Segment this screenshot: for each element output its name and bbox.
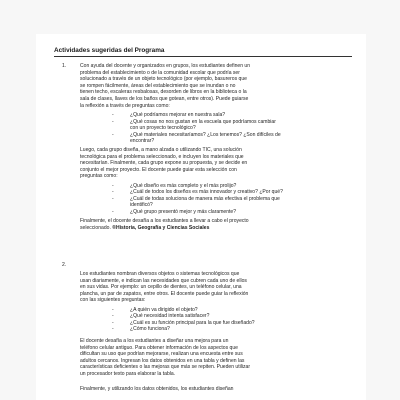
list-dash: -: [112, 195, 114, 202]
activity-1-number: 1.: [62, 63, 67, 69]
activity-2-question: ¿A quién va dirigido el objeto?: [130, 306, 198, 313]
activity-1-para2-line: Luego, cada grupo diseña, a mano alzada o utilizando TIC, una solución: [80, 147, 242, 153]
activity-1-question: ¿Qué materiales necesitaríamos? ¿Los tenemos? ¿Son difíciles de: [130, 131, 281, 138]
activity-2-para2-line: El docente desafía a los estudiantes a diseñar una mejora para un: [80, 338, 229, 344]
list-dash: -: [112, 313, 114, 320]
activity-2-para2-line: características deficientes o las mejoras que más se repiten. Pueden utilizar: [80, 364, 250, 371]
activity-1-para2-line: preguntas como:: [80, 173, 118, 180]
activity-1-para2-line: tecnológica para el problema seleccionado, e incluyen los materiales que: [80, 153, 244, 160]
subject-link-reference: ®Historia, Geografía y Ciencias Sociales: [112, 224, 210, 231]
activity-2-question: ¿Cuál es su función principal para la que fue diseñado?: [130, 319, 255, 326]
activity-1-para1-line: Con ayuda del docente y organizados en grupos, los estudiantes definen un: [80, 63, 251, 69]
activity-2-para1-line: plancha, un par de zapatos, entre otros. El docente puede guiar la reflexión: [80, 290, 249, 297]
activity-1-para1-line: tienen techo, escaleras resbalosas, desorden de libros en la biblioteca o la: [80, 89, 247, 96]
activity-1-selection-question: ¿Qué diseño es más completo y el más prolijo?: [130, 182, 237, 189]
activity-1-question: ¿Qué cosas no nos gustan en la escuela que podríamos cambiar: [130, 118, 276, 125]
list-dash: -: [112, 189, 114, 196]
activity-1-para2-line: conjunto el mejor proyecto. El docente puede guiar esta selección con: [80, 166, 237, 173]
activity-2-number: 2.: [62, 262, 67, 268]
list-dash: -: [112, 306, 114, 313]
list-dash: -: [112, 326, 114, 333]
list-dash: -: [112, 112, 114, 118]
activity-1-para1-line: solucionado a través de un objeto tecnológico (por ejemplo, basureros que: [80, 76, 247, 83]
activity-1-final-line: Finalmente, el docente desafía a los estudiantes a llevar a cabo el proyecto: [80, 218, 249, 224]
activity-2-para2-line: un procesador texto para elaborar la tabla.: [80, 371, 176, 377]
activity-2-para1-line: usan diariamente, e indican las necesidades que cubren cada uno de ellos: [80, 277, 247, 284]
activity-1-question: ¿Qué podríamos mejorar en nuestra sala?: [130, 112, 226, 118]
activity-1-para1-line: la reflexión a través de preguntas como:: [80, 102, 170, 109]
activity-1-question-continued: encontrar?: [130, 138, 155, 145]
activity-1-para2-line: necesitarían. Finalmente, cada grupo expone su propuesta, y se decide en: [80, 160, 248, 167]
activity-2-para2-line: dificultan su uso que podrían mejorarse, realizan una encuesta entre sus: [80, 351, 243, 358]
final-prefix: seleccionado.: [80, 224, 113, 231]
activity-1-para1-line: se rompen fácilmente, áreas del establecimiento que se inundan o no: [80, 82, 236, 89]
section-title: Actividades sugeridas del Programa: [54, 47, 165, 54]
title-underline: [54, 56, 352, 57]
list-dash: -: [112, 208, 114, 215]
activity-2-para2-line: teléfono celular antiguo. Para obtener información de los aspectos que: [80, 344, 238, 351]
list-dash: -: [112, 118, 114, 125]
activity-1-selection-question: ¿Cuál de todas soluciona de manera más efectiva el problema que: [130, 195, 280, 202]
list-dash: -: [112, 319, 114, 326]
activity-1-para1-line: sala de clases, llaves de los baños que gotean, entre otros). Puede guiarse: [80, 96, 249, 102]
activity-1-selection-question: ¿Cuál de todos los diseños es más innovador y creativo? ¿Por qué?: [130, 189, 283, 196]
activity-2-para1-line: Los estudiantes nombran diversos objetos o sistemas tecnológicos que: [80, 271, 240, 277]
activity-2-para3-line: Finalmente, y utilizando los datos obtenidos, los estudiantes diseñan: [80, 386, 234, 392]
activity-2-question: ¿Qué necesidad intenta satisfacer?: [130, 313, 210, 320]
activity-2-para1-line: en sus vidas. Por ejemplo: un cepillo de dientes, un teléfono celular, una: [80, 284, 242, 291]
activity-1-question-continued: con un proyecto tecnológico?: [130, 125, 196, 132]
activity-1-final-line-2: [80, 225, 209, 232]
activity-1-selection-question: ¿Qué grupo presentó mejor y más claramente?: [130, 208, 237, 215]
list-dash: -: [112, 182, 114, 189]
activity-1-para1-line: problema del establecimiento o de la comunidad escolar que podría ser: [80, 69, 240, 76]
activity-2-question: ¿Cómo funciona?: [130, 326, 170, 333]
list-dash: -: [112, 131, 114, 138]
activity-1-selection-question-continued: identificó?: [130, 202, 153, 209]
activity-2-para1-line: con las siguientes preguntas:: [80, 297, 146, 304]
activity-2-para2-line: adultos cercanos. Ingresan los datos obtenidos en una tabla y definen las: [80, 357, 245, 364]
